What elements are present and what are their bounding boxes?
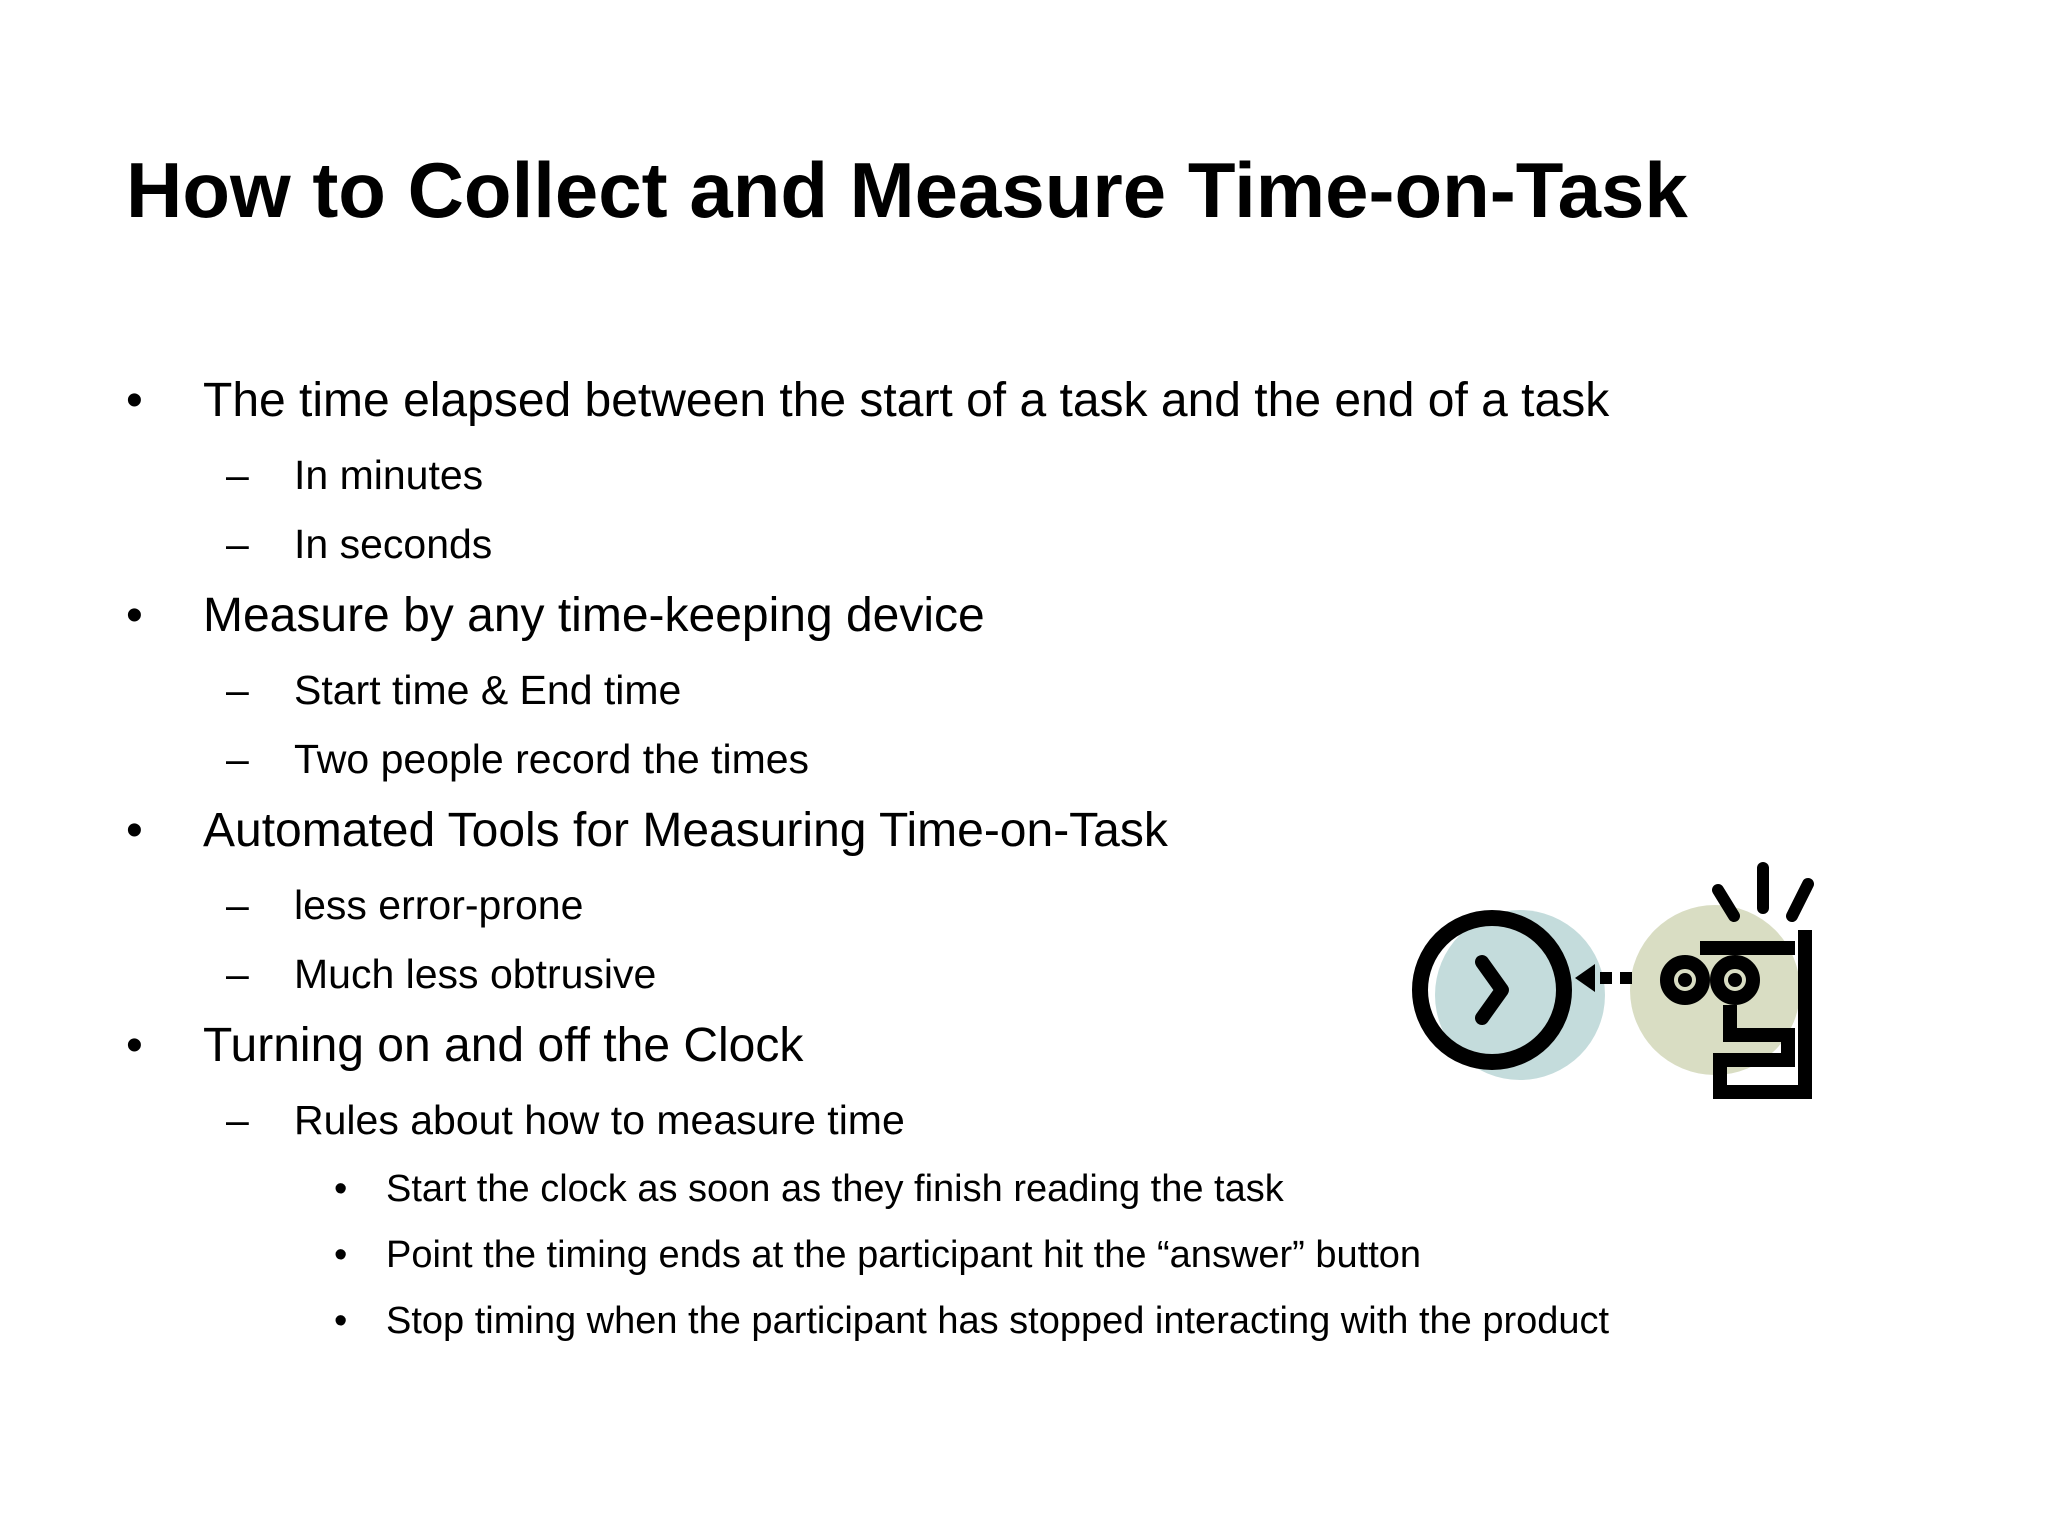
bullet-marker: • [126, 374, 143, 427]
bullet-marker: • [334, 1234, 348, 1276]
person-watching-clock-icon [1400, 860, 1840, 1110]
sub-bullet-item [226, 521, 492, 568]
sub-bullet-item [226, 667, 681, 714]
sub-bullet-item [226, 736, 809, 783]
sub-bullet-item [226, 882, 583, 929]
bullet-marker: • [126, 1019, 143, 1072]
bullet-marker: • [126, 804, 143, 857]
sub-sub-bullet-text: Stop timing when the participant has stopped interacting with the product [386, 1300, 1610, 1342]
dash-marker: – [226, 667, 249, 713]
sub-bullet-text: Two people record the times [294, 736, 810, 782]
bullet-marker: • [334, 1300, 348, 1342]
sub-bullet-item [226, 951, 656, 998]
bullet-text: Turning on and off the Clock [203, 1019, 804, 1072]
dash-marker: – [226, 521, 249, 567]
bullet-text: Measure by any time-keeping device [203, 589, 985, 642]
dash-marker: – [226, 452, 249, 498]
bullet-item [126, 588, 985, 643]
sub-bullet-text: Rules about how to measure time [294, 1097, 905, 1143]
bullet-item [126, 803, 1168, 858]
slide-title: How to Collect and Measure Time-on-Task [126, 146, 1688, 234]
dash-marker: – [226, 736, 249, 782]
sub-sub-bullet-text: Start the clock as soon as they finish reading the task [386, 1168, 1284, 1210]
sub-bullet-item [226, 452, 483, 499]
sub-bullet-text: less error-prone [294, 882, 584, 928]
surprise-lines [1718, 868, 1808, 916]
bullet-item [126, 1018, 803, 1073]
sub-bullet-text: In seconds [294, 521, 493, 567]
sub-bullet-item [226, 1097, 905, 1144]
sub-bullet-text: Start time & End time [294, 667, 682, 713]
bullet-marker: • [334, 1168, 348, 1210]
bullet-item [126, 373, 1609, 428]
bullet-text: Automated Tools for Measuring Time-on-Task [203, 804, 1168, 857]
sub-sub-bullet-item [334, 1234, 1421, 1277]
dash-marker: – [226, 882, 249, 928]
bullet-marker: • [126, 589, 143, 642]
bullet-text: The time elapsed between the start of a task and the end of a task [203, 374, 1610, 427]
sub-sub-bullet-text: Point the timing ends at the participant hit the “answer” button [386, 1234, 1422, 1276]
sub-bullet-text: Much less obtrusive [294, 951, 657, 997]
sub-sub-bullet-item [334, 1168, 1284, 1211]
dash-marker: – [226, 951, 249, 997]
sub-bullet-text: In minutes [294, 452, 484, 498]
dash-marker: – [226, 1097, 249, 1143]
sub-sub-bullet-item [334, 1300, 1609, 1343]
